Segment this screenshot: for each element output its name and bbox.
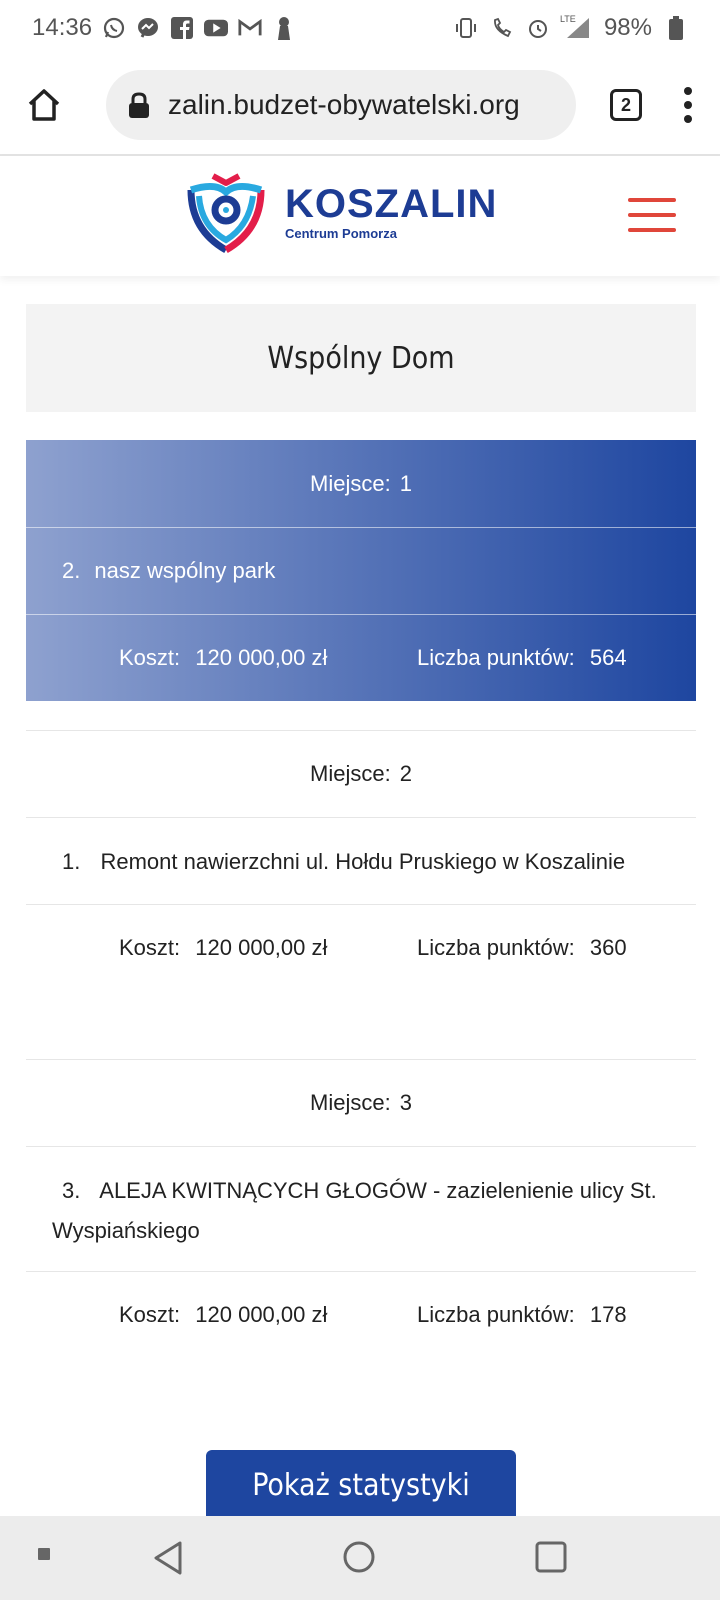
- project-row: [26, 817, 696, 904]
- messenger-icon: [136, 16, 160, 40]
- nav-extra-button[interactable]: [38, 1548, 50, 1560]
- whatsapp-icon: [102, 16, 126, 40]
- place-row: [26, 440, 696, 527]
- show-stats-label: Pokaż statystyki: [252, 1467, 470, 1503]
- logo-title: KOSZALIN: [285, 181, 498, 226]
- browser-menu-button[interactable]: [682, 87, 694, 123]
- menu-dot: [684, 115, 692, 123]
- place-row: [26, 730, 696, 817]
- category-title: Wspólny Dom: [267, 340, 455, 376]
- battery-icon: [664, 16, 688, 40]
- place-value: 3: [399, 1090, 412, 1115]
- project-number: 1.: [62, 849, 81, 874]
- tab-switcher-button[interactable]: [610, 89, 642, 121]
- keyhole-icon: [272, 16, 296, 40]
- project-number: 2.: [62, 558, 81, 583]
- place-row: [26, 1059, 696, 1146]
- menu-dot: [684, 101, 692, 109]
- lock-icon: [128, 92, 150, 118]
- result-block-3: [26, 1059, 696, 1358]
- result-block-1: [26, 440, 696, 701]
- cost-row: [26, 1271, 696, 1358]
- facebook-icon: [170, 16, 194, 40]
- place-label: Miejsce:: [310, 761, 391, 786]
- hamburger-menu-button[interactable]: [628, 198, 676, 232]
- category-header: [26, 304, 696, 412]
- home-button[interactable]: [22, 83, 66, 127]
- cost-value: 120 000,00 zł: [195, 1302, 328, 1327]
- points-value: 178: [589, 1302, 627, 1327]
- nav-back-button[interactable]: [152, 1540, 184, 1576]
- place-label: Miejsce:: [310, 1090, 391, 1115]
- project-name[interactable]: Remont nawierzchni ul. Hołdu Pruskiego w Koszalinie: [100, 849, 626, 874]
- site-header: [0, 156, 720, 276]
- hamburger-bar: [628, 213, 676, 217]
- cost-label: Koszt:: [119, 935, 181, 960]
- points-value: 360: [589, 935, 627, 960]
- url-text: zalin.budzet-obywatelski.org: [168, 89, 520, 120]
- cost-row: [26, 614, 696, 701]
- nav-recents-button[interactable]: [534, 1540, 568, 1574]
- cost-label: Koszt:: [119, 1302, 181, 1327]
- small-square-icon: [38, 1548, 50, 1560]
- cost-row: [26, 904, 696, 991]
- site-logo[interactable]: [185, 170, 497, 254]
- status-bar: [0, 0, 720, 56]
- system-nav-bar: [0, 1516, 720, 1600]
- vibrate-icon: [454, 16, 478, 40]
- home-icon: [26, 87, 62, 123]
- points-label: Liczba punktów:: [417, 1302, 575, 1327]
- place-value: 2: [399, 761, 412, 786]
- logo-subtitle: Centrum Pomorza: [285, 225, 397, 241]
- home-circle-icon: [342, 1540, 376, 1574]
- show-stats-button[interactable]: [206, 1450, 516, 1520]
- project-name[interactable]: nasz wspólny park: [94, 558, 276, 583]
- hamburger-bar: [628, 228, 676, 232]
- result-block-2: [26, 730, 696, 991]
- points-label: Liczba punktów:: [417, 645, 575, 670]
- project-row: [26, 527, 696, 614]
- project-name[interactable]: ALEJA KWITNĄCYCH GŁOGÓW - zazielenienie ulicy St. Wyspiańskiego: [52, 1178, 657, 1243]
- tab-count: 2: [620, 94, 631, 115]
- lte-label: LTE: [559, 14, 576, 24]
- battery-percent: 98%: [603, 14, 652, 41]
- project-row: [26, 1146, 696, 1271]
- menu-dot: [684, 87, 692, 95]
- cost-label: Koszt:: [119, 645, 181, 670]
- cost-value: 120 000,00 zł: [195, 645, 328, 670]
- wifi-call-icon: [490, 16, 514, 40]
- youtube-icon: [204, 16, 228, 40]
- nav-home-button[interactable]: [342, 1540, 376, 1574]
- recents-square-icon: [534, 1540, 568, 1574]
- project-number: 3.: [62, 1178, 81, 1203]
- points-label: Liczba punktów:: [417, 935, 575, 960]
- lte-signal-icon: [559, 14, 592, 40]
- place-value: 1: [399, 470, 412, 496]
- hamburger-bar: [628, 198, 676, 202]
- address-bar[interactable]: [106, 70, 576, 140]
- alarm-icon: [526, 16, 550, 40]
- cost-value: 120 000,00 zł: [195, 935, 328, 960]
- place-label: Miejsce:: [310, 470, 391, 496]
- clock: 14:36: [32, 14, 93, 41]
- koszalin-crest-icon: [185, 170, 267, 254]
- browser-toolbar: [0, 56, 720, 156]
- back-triangle-icon: [152, 1540, 184, 1576]
- points-value: 564: [589, 645, 627, 670]
- gmail-icon: [238, 16, 262, 40]
